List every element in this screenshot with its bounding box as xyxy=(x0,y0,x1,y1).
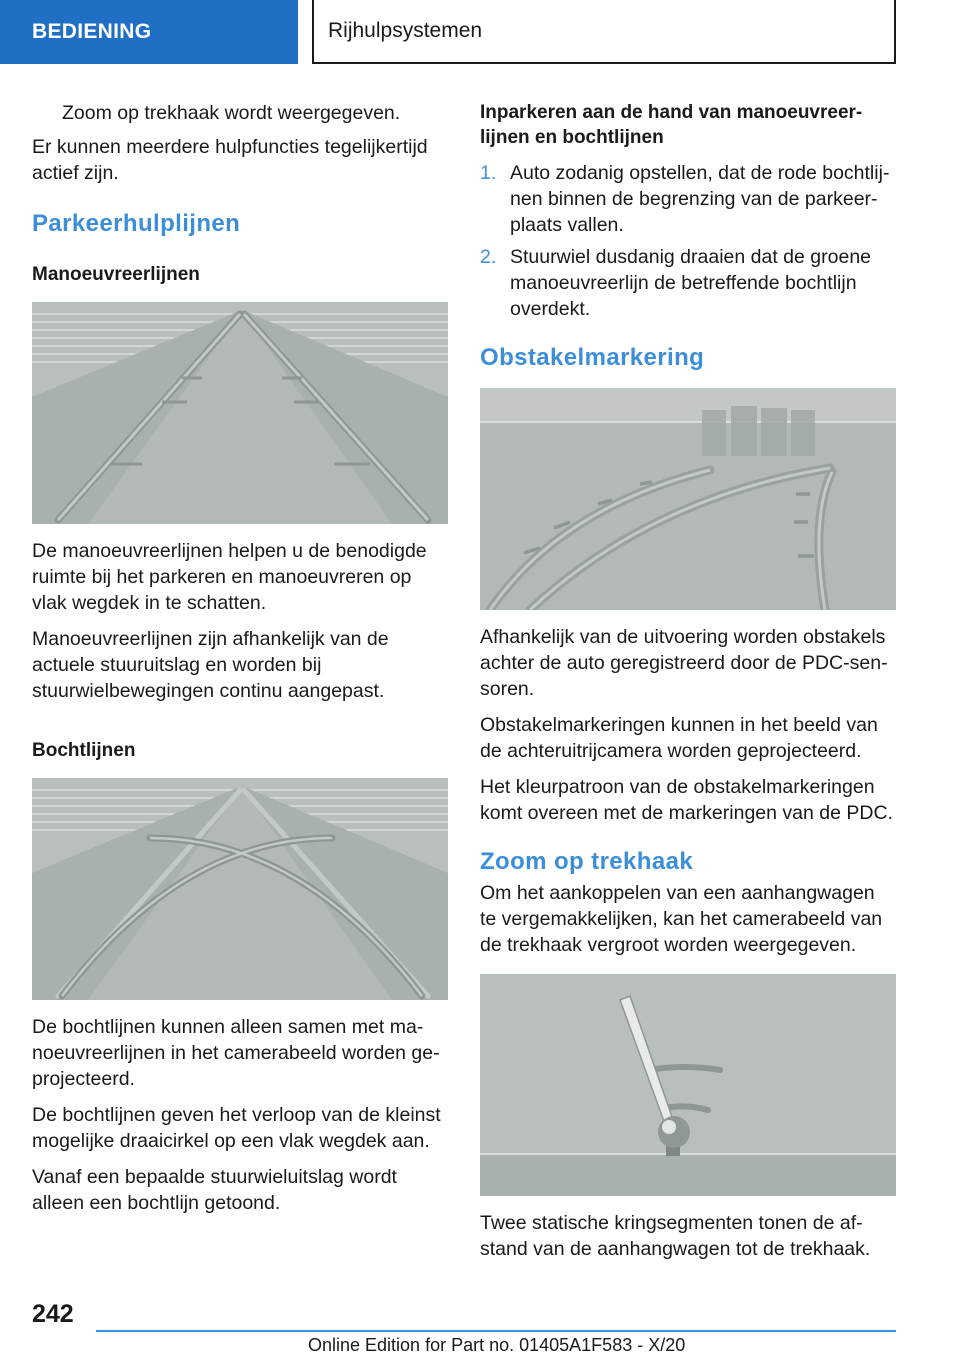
edition-note: Online Edition for Part no. 01405A1F583 - X/20 xyxy=(308,1335,686,1355)
maneuver-paragraph-2: Manoeuvreerlijnen zijn afhankelijk van de actuele stuuruitslag en worden bij stuurwielbewegingen continu aangepast. xyxy=(32,628,389,702)
list-item xyxy=(480,244,896,322)
heading-maneuver-lines: Manoeuvreerlijnen xyxy=(32,264,200,285)
maneuver-lines-figure xyxy=(32,302,448,524)
heading-curve-lines: Bochtlijnen xyxy=(32,740,136,761)
heading-obstacle-marking: Obstakelmarkering xyxy=(480,344,705,371)
heading-zoom-hitch: Zoom op trekhaak xyxy=(480,848,694,875)
intro-paragraph-1: Zoom op trekhaak wordt weergegeven. xyxy=(62,102,401,124)
right-column xyxy=(480,100,896,1272)
step-number: 2. xyxy=(480,246,497,268)
curve-paragraph-1: De bochtlijnen kunnen alleen samen met manoeuvreerlijnen in het camerabeeld worden geprojecteerd. xyxy=(32,1016,440,1090)
chapter-title: Rijhulpsystemen xyxy=(328,19,483,42)
footer-divider xyxy=(96,1330,896,1332)
curve-lines-figure xyxy=(32,778,448,1000)
obstacle-marking-figure xyxy=(480,388,896,610)
curve-lines-illustration xyxy=(32,778,448,1000)
heading-parking-procedure: Inparkeren aan de hand van manoeuvreerlijnen en bochtlijnen xyxy=(480,102,863,148)
parking-steps-list xyxy=(480,160,896,322)
zoom-paragraph-1: Om het aankoppelen van een aanhangwagen te vergemakkelijken, kan het camerabeeld van de trekhaak vergroot worden weergegeven. xyxy=(480,882,883,956)
page-number: 242 xyxy=(32,1300,74,1328)
obstacle-marking-illustration xyxy=(480,388,896,610)
left-column xyxy=(32,100,448,1226)
list-item xyxy=(480,160,896,238)
curve-paragraph-2: De bochtlijnen geven het verloop van de kleinst mogelijke draaicirkel op een vlak wegdek aan. xyxy=(32,1104,441,1152)
intro-paragraph-2: Er kunnen meerdere hulpfuncties tegelijkertijd actief zijn. xyxy=(32,136,428,184)
zoom-paragraph-2: Twee statische kringsegmenten tonen de afstand van de aanhangwagen tot de trekhaak. xyxy=(480,1212,871,1260)
step-text: Stuurwiel dusdanig draaien dat de groene manoeuvreerlijn de betreffende bochtlijn overdekt. xyxy=(510,246,872,320)
section-title: BEDIENING xyxy=(32,20,152,43)
step-text: Auto zodanig opstellen, dat de rode bochtlijnen binnen de begrenzing van de parkeerplaats vallen. xyxy=(510,162,890,236)
section-tab xyxy=(0,0,298,64)
obstacle-paragraph-3: Het kleurpatroon van de obstakelmarkeringen komt overeen met de markeringen van de PDC. xyxy=(480,776,893,824)
tow-hitch-figure xyxy=(480,974,896,1196)
tow-hitch-illustration xyxy=(480,974,896,1196)
curve-paragraph-3: Vanaf een bepaalde stuurwieluitslag wordt alleen een bochtlijn getoond. xyxy=(32,1166,397,1214)
heading-parking-lines: Parkeerhulplijnen xyxy=(32,210,241,237)
obstacle-paragraph-1: Afhankelijk van de uitvoering worden obstakels achter de auto geregistreerd door de PDC-sensoren. xyxy=(480,626,888,700)
chapter-header xyxy=(312,0,896,64)
maneuver-lines-illustration xyxy=(32,302,448,524)
step-number: 1. xyxy=(480,162,497,184)
maneuver-paragraph-1: De manoeuvreerlijnen helpen u de benodigde ruimte bij het parkeren en manoeuvreren op vlak wegdek in te schatten. xyxy=(32,540,427,614)
obstacle-paragraph-2: Obstakelmarkeringen kunnen in het beeld van de achteruitrijcamera worden geprojecteerd. xyxy=(480,714,878,762)
